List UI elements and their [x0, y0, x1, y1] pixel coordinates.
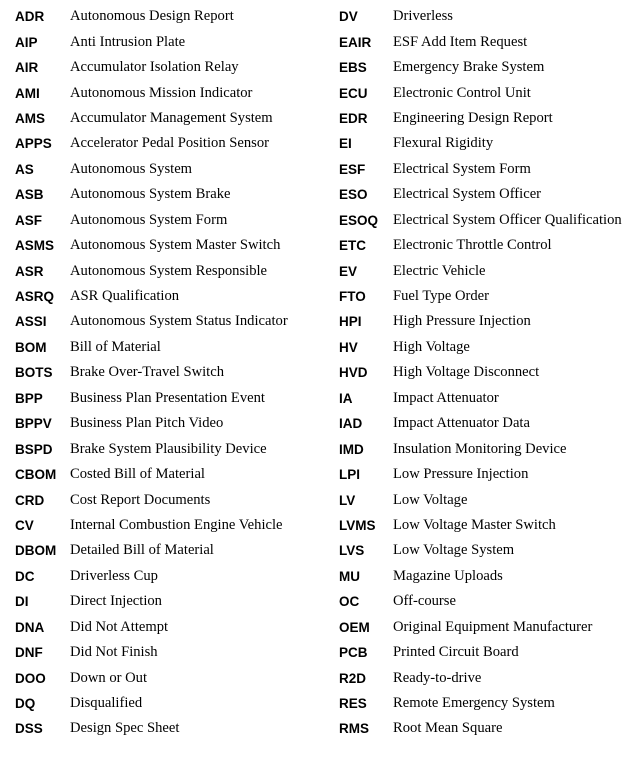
abbreviation-term: DC — [15, 568, 35, 584]
abbreviation-row — [339, 436, 622, 461]
abbreviation-definition: Autonomous System — [70, 160, 193, 177]
abbreviation-row — [15, 4, 288, 29]
abbreviation-row — [15, 106, 288, 131]
abbreviation-definition: Direct Injection — [70, 593, 162, 610]
abbreviation-definition: Low Voltage — [393, 491, 468, 508]
abbreviation-term: DOO — [15, 670, 46, 686]
abbreviation-definition: Autonomous System Status Indicator — [70, 313, 288, 330]
abbreviation-definition: Fuel Type Order — [393, 288, 489, 305]
abbreviation-term: RMS — [339, 721, 369, 737]
abbreviation-row — [339, 538, 622, 563]
abbreviation-term: ETC — [339, 238, 366, 254]
abbreviation-row — [339, 131, 622, 156]
abbreviation-row — [15, 462, 288, 487]
abbreviation-list-left — [15, 4, 288, 742]
abbreviation-term: ADR — [15, 9, 45, 25]
abbreviation-definition: Autonomous System Responsible — [70, 262, 268, 279]
abbreviation-term: ESF — [339, 161, 366, 177]
abbreviation-definition: Off-course — [393, 593, 456, 610]
abbreviation-term: IAD — [339, 416, 363, 432]
abbreviation-term: MU — [339, 568, 360, 584]
abbreviation-term: LPI — [339, 467, 361, 483]
abbreviation-definition: ESF Add Item Request — [393, 33, 528, 50]
abbreviation-definition: High Voltage Disconnect — [393, 364, 540, 381]
abbreviation-term: HVD — [339, 365, 368, 381]
abbreviation-definition: Disqualified — [70, 695, 143, 712]
abbreviation-term: CV — [15, 517, 34, 533]
abbreviation-definition: Brake Over-Travel Switch — [70, 364, 224, 381]
abbreviation-definition: Did Not Attempt — [70, 618, 169, 635]
abbreviation-term: AIR — [15, 60, 39, 76]
abbreviation-term: FTO — [339, 289, 366, 305]
abbreviation-row — [339, 691, 622, 716]
abbreviation-term: ECU — [339, 85, 368, 101]
abbreviation-term: DNF — [15, 645, 43, 661]
abbreviation-definition: Root Mean Square — [393, 720, 503, 737]
abbreviation-definition: Electronic Control Unit — [393, 84, 531, 101]
abbreviation-definition: Driverless — [393, 8, 453, 25]
abbreviation-definition: Design Spec Sheet — [70, 720, 180, 737]
abbreviation-row — [339, 233, 622, 258]
abbreviation-definition: Business Plan Presentation Event — [70, 389, 265, 406]
abbreviation-row — [15, 309, 288, 334]
abbreviation-definition: Electrical System Form — [393, 160, 531, 177]
abbreviation-row — [15, 589, 288, 614]
abbreviation-term: IMD — [339, 441, 364, 457]
abbreviation-definition: Low Voltage Master Switch — [393, 516, 556, 533]
abbreviation-term: ASF — [15, 212, 42, 228]
abbreviation-term: ASRQ — [15, 289, 55, 305]
abbreviation-row — [339, 615, 622, 640]
abbreviation-term: LVS — [339, 543, 365, 559]
abbreviation-row — [15, 640, 288, 665]
abbreviation-row — [15, 29, 288, 54]
abbreviation-definition: Autonomous Mission Indicator — [70, 84, 253, 101]
abbreviation-term: AMS — [15, 110, 45, 126]
abbreviation-term: BOTS — [15, 365, 53, 381]
abbreviation-row — [15, 284, 288, 309]
abbreviation-term: LV — [339, 492, 356, 508]
abbreviation-definition: Brake System Plausibility Device — [70, 440, 267, 457]
abbreviation-row — [15, 182, 288, 207]
abbreviation-term: PCB — [339, 645, 368, 661]
abbreviation-row — [15, 411, 288, 436]
abbreviation-term: HV — [339, 339, 358, 355]
abbreviation-term: R2D — [339, 670, 367, 686]
abbreviation-row — [339, 258, 622, 283]
abbreviation-row — [15, 386, 288, 411]
abbreviation-row — [339, 106, 622, 131]
abbreviation-term: CBOM — [15, 467, 57, 483]
abbreviation-definition: Autonomous Design Report — [70, 8, 234, 25]
abbreviation-row — [15, 665, 288, 690]
abbreviation-row — [15, 538, 288, 563]
abbreviation-definition: Original Equipment Manufacturer — [393, 618, 593, 635]
abbreviation-row — [339, 589, 622, 614]
abbreviation-row — [15, 691, 288, 716]
abbreviation-definition: Impact Attenuator Data — [393, 415, 530, 432]
abbreviation-term: AIP — [15, 34, 38, 50]
abbreviation-row — [15, 615, 288, 640]
abbreviation-definition: Emergency Brake System — [393, 59, 545, 76]
abbreviation-term: LVMS — [339, 517, 376, 533]
abbreviation-definition: Electrical System Officer — [393, 186, 542, 203]
abbreviation-definition: High Voltage — [393, 338, 470, 355]
abbreviation-definition: Remote Emergency System — [393, 695, 555, 712]
abbreviation-term: DNA — [15, 619, 45, 635]
abbreviation-term: CRD — [15, 492, 45, 508]
abbreviation-row — [15, 513, 288, 538]
abbreviation-row — [339, 716, 622, 741]
abbreviation-definition: Internal Combustion Engine Vehicle — [70, 516, 283, 533]
abbreviation-definition: Costed Bill of Material — [70, 466, 205, 483]
abbreviation-definition: Autonomous System Form — [70, 211, 228, 228]
abbreviation-definition: Ready-to-drive — [393, 669, 482, 686]
abbreviation-term: BSPD — [15, 441, 53, 457]
abbreviation-definition: Low Pressure Injection — [393, 466, 529, 483]
abbreviation-row — [15, 80, 288, 105]
abbreviation-definition: Cost Report Documents — [70, 491, 211, 508]
abbreviation-definition: Autonomous System Brake — [70, 186, 231, 203]
abbreviation-term: EAIR — [339, 34, 372, 50]
abbreviation-term: BOM — [15, 339, 47, 355]
abbreviation-term: DI — [15, 594, 29, 610]
abbreviation-definition: Bill of Material — [70, 338, 161, 355]
abbreviation-row — [15, 360, 288, 385]
abbreviation-term: ESOQ — [339, 212, 379, 228]
abbreviation-row — [339, 309, 622, 334]
abbreviation-term: ASSI — [15, 314, 47, 330]
abbreviation-row — [15, 716, 288, 741]
abbreviation-definition: High Pressure Injection — [393, 313, 531, 330]
abbreviation-term: ASR — [15, 263, 44, 279]
abbreviation-row — [15, 157, 288, 182]
abbreviation-term: OC — [339, 594, 360, 610]
abbreviation-term: RES — [339, 696, 367, 712]
abbreviation-term: EI — [339, 136, 352, 152]
abbreviation-row — [15, 487, 288, 512]
abbreviation-list-right — [339, 4, 622, 742]
abbreviation-definition: Anti Intrusion Plate — [70, 33, 186, 50]
abbreviation-row — [339, 564, 622, 589]
abbreviation-row — [339, 208, 622, 233]
abbreviation-term: ESO — [339, 187, 368, 203]
abbreviation-definition: Impact Attenuator — [393, 389, 499, 406]
abbreviation-row — [15, 208, 288, 233]
abbreviation-row — [339, 80, 622, 105]
abbreviation-row — [339, 4, 622, 29]
abbreviation-term: EDR — [339, 110, 368, 126]
abbreviation-definition: Accumulator Management System — [70, 109, 273, 126]
abbreviation-definition: Electronic Throttle Control — [393, 237, 552, 254]
abbreviation-row — [339, 29, 622, 54]
abbreviation-term: DV — [339, 9, 358, 25]
abbreviation-definition: Autonomous System Master Switch — [70, 237, 281, 254]
abbreviation-definition: Engineering Design Report — [393, 109, 553, 126]
abbreviation-row — [339, 487, 622, 512]
abbreviation-term: BPP — [15, 390, 43, 406]
abbreviation-term: EV — [339, 263, 358, 279]
abbreviation-definition: Did Not Finish — [70, 644, 158, 661]
abbreviation-definition: Flexural Rigidity — [393, 135, 494, 152]
abbreviation-row — [339, 335, 622, 360]
abbreviation-definition: Insulation Monitoring Device — [393, 440, 567, 457]
abbreviation-definition: Electrical System Officer Qualification — [393, 211, 622, 228]
abbreviation-term: DSS — [15, 721, 43, 737]
abbreviation-definition: Electric Vehicle — [393, 262, 486, 279]
abbreviation-definition: Accumulator Isolation Relay — [70, 59, 239, 76]
abbreviation-row — [15, 564, 288, 589]
abbreviation-term: DBOM — [15, 543, 57, 559]
abbreviation-row — [15, 55, 288, 80]
abbreviation-row — [15, 233, 288, 258]
abbreviation-term: OEM — [339, 619, 370, 635]
abbreviation-row — [339, 665, 622, 690]
abbreviation-row — [339, 513, 622, 538]
abbreviation-term: ASB — [15, 187, 44, 203]
abbreviation-row — [15, 131, 288, 156]
abbreviation-row — [339, 182, 622, 207]
abbreviation-definition: Driverless Cup — [70, 567, 158, 584]
abbreviation-definition: Magazine Uploads — [393, 567, 503, 584]
abbreviation-row — [339, 386, 622, 411]
abbreviation-row — [339, 640, 622, 665]
abbreviation-definition: Accelerator Pedal Position Sensor — [70, 135, 269, 152]
abbreviation-row — [339, 157, 622, 182]
abbreviation-term: BPPV — [15, 416, 52, 432]
abbreviation-definition: Printed Circuit Board — [393, 644, 519, 661]
abbreviation-term: DQ — [15, 696, 36, 712]
abbreviation-row — [15, 335, 288, 360]
abbreviation-definition: Down or Out — [70, 669, 148, 686]
abbreviation-term: APPS — [15, 136, 52, 152]
abbreviation-term: IA — [339, 390, 353, 406]
abbreviation-row — [339, 360, 622, 385]
abbreviation-term: AMI — [15, 85, 40, 101]
abbreviation-row — [339, 462, 622, 487]
abbreviation-definition: Detailed Bill of Material — [70, 542, 214, 559]
abbreviation-definition: ASR Qualification — [70, 288, 180, 305]
abbreviation-term: EBS — [339, 60, 367, 76]
abbreviation-definition: Business Plan Pitch Video — [70, 415, 224, 432]
abbreviation-row — [339, 55, 622, 80]
abbreviation-row — [339, 411, 622, 436]
abbreviation-row — [339, 284, 622, 309]
abbreviation-term: AS — [15, 161, 34, 177]
abbreviation-term: ASMS — [15, 238, 55, 254]
abbreviation-row — [15, 436, 288, 461]
abbreviation-row — [15, 258, 288, 283]
abbreviation-term: HPI — [339, 314, 362, 330]
abbreviation-definition: Low Voltage System — [393, 542, 515, 559]
